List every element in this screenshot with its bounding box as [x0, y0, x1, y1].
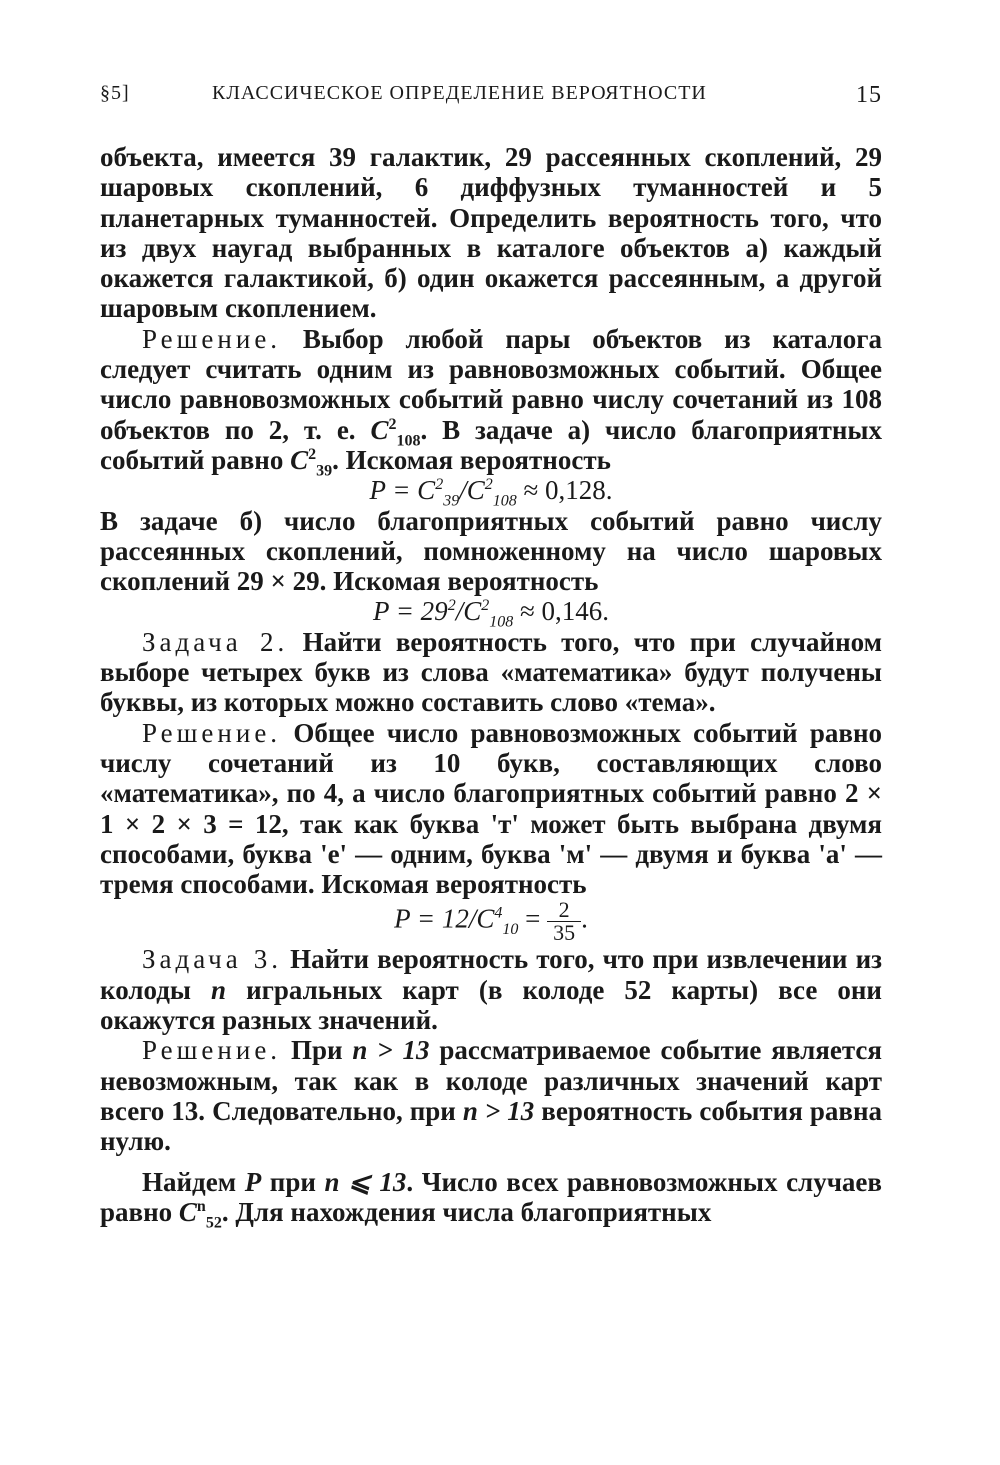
running-header [100, 80, 882, 114]
paragraph-solution-1: Решение. Выбор любой пары объектов из каталога следует считать одним из равновозможных событий. Общее число равновозможных событий равно числу сочетаний из 108 объектов по 2, т. е. $C^2_{108}$. В задаче а) число благоприятных событий равно $C^2_{39}$. Искомая вероятность [100, 323, 883, 480]
formula-probability-b: $P = 29^2/C^2_{108} \approx 0,146$. [372, 596, 610, 631]
paragraph-task-b: В задаче б) число благоприятных событий равно числу рассеянных скоплений, помноженному на число шаровых скоплений 29 × 29. Искомая вероятность [100, 505, 882, 597]
body-text [100, 142, 883, 1232]
paragraph-solution-2: Решение. Общее число равновозможных событий равно числу сочетаний из 10 букв, составляющих слово «математика», по 4, а число благоприятных событий равно 2 × 1 × 2 × 3 = 12, так как буква 'т' может быть выбрана двумя способами, буква 'е' — одним, буква 'м' — двумя и буква 'а' — тремя способами. Искомая вероятность [100, 717, 882, 900]
paragraph-find-p: Найдем P при n ⩽ 13. Число всех равновозможных случаев равно $C^n_{52}$. Для нахождения числа благоприятных [100, 1166, 882, 1232]
paragraph-problem-continuation: объекта, имеется 39 галактик, 29 рассеянных скоплений, 29 шаровых скоплений, 6 диффузных туманностей и 5 планетарных туманностей. Определить вероятность того, что из двух наугад выбранных в каталоге объектов а) каждый окажется галактикой, б) один окажется рассеянным, а другой шаровым скоплением. [100, 142, 882, 324]
solution-label: Решение. [142, 1035, 282, 1066]
solution-label: Решение. [142, 717, 282, 748]
task-label: Задача 3. [142, 944, 283, 975]
formula-probability-a: $P = C^2_{39}/C^2_{108} \approx 0,128$. [369, 475, 613, 510]
formula-probability-tema: $P = 12/C^4_{10}$ = $\frac{2}{35}$ . [394, 897, 588, 946]
section-ref: §5] [100, 82, 130, 104]
solution-label: Решение. [142, 323, 282, 354]
paragraph-task-2: Задача 2. Найти вероятность того, что при случайном выборе четырех букв из слова «математика» будут получены буквы, из которых можно составить слово «тема». [100, 626, 882, 718]
paragraph-task-3: Задача 3. Найти вероятность того, что при извлечении из колоды n игральных карт (в колоде 52 карты) все они окажутся разных значений. [100, 944, 882, 1036]
paragraph-solution-3: Решение. При n > 13 рассматриваемое событие является невозможным, так как в колоде различных значений карт всего 13. Следовательно, при n > 13 вероятность события равна нулю. [100, 1035, 882, 1157]
running-title: КЛАССИЧЕСКОЕ ОПРЕДЕЛЕНИЕ ВЕРОЯТНОСТИ [212, 82, 707, 104]
fraction: $\frac{2}{35}$ [547, 899, 581, 944]
page-number: 15 [856, 82, 882, 108]
task-label: Задача 2. [142, 626, 289, 657]
